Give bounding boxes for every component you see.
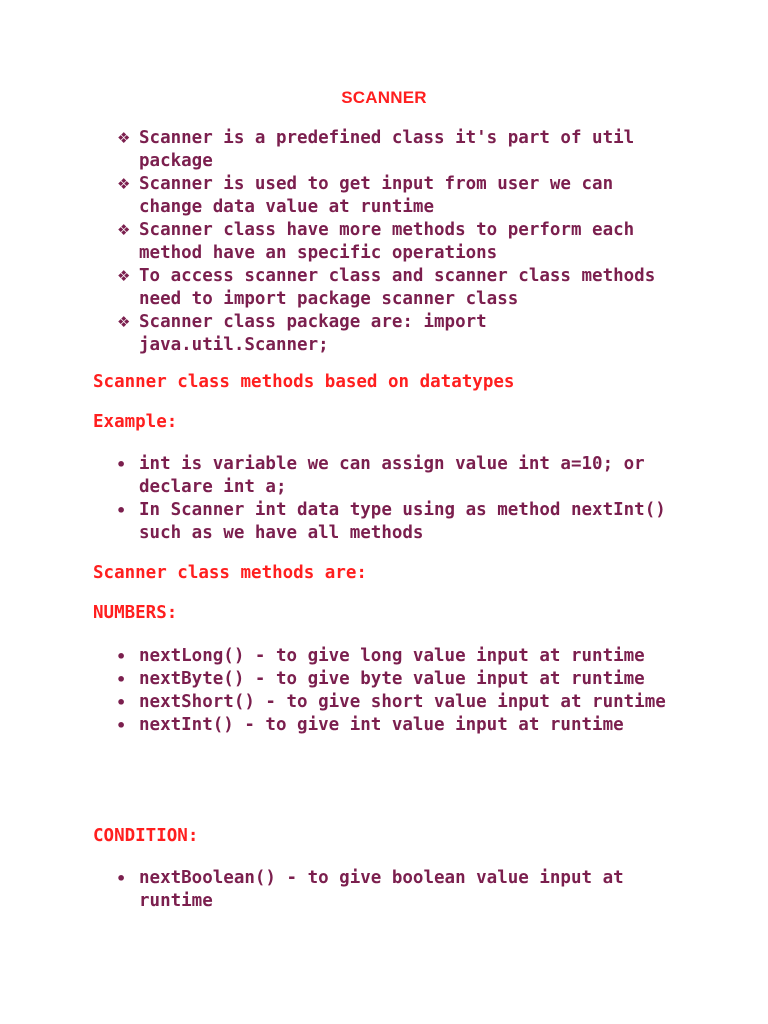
bullet-icon: • xyxy=(116,716,127,735)
bullet-icon: • xyxy=(116,455,127,474)
diamond-bullet-icon: ❖ xyxy=(117,175,131,193)
diamond-bullet-icon: ❖ xyxy=(117,221,131,239)
numbers-list xyxy=(0,645,700,737)
list-item-text: nextShort() - to give short value input at runtime xyxy=(139,692,666,712)
diamond-bullet-icon: ❖ xyxy=(117,129,131,147)
list-item xyxy=(0,668,700,691)
diamond-bullet-icon: ❖ xyxy=(117,267,131,285)
example-list xyxy=(0,453,700,545)
diamond-bullet-icon: ❖ xyxy=(117,313,131,331)
list-item xyxy=(0,311,700,357)
bullet-icon: • xyxy=(116,693,127,712)
heading-example: Example: xyxy=(93,412,178,432)
list-item xyxy=(0,645,700,668)
heading-condition: CONDITION: xyxy=(93,826,199,846)
list-item-text: nextLong() - to give long value input at runtime xyxy=(139,646,645,666)
list-item-text: Scanner class have more methods to perform each method have an specific operations xyxy=(139,220,635,263)
heading-numbers: NUMBERS: xyxy=(93,603,178,623)
list-item xyxy=(0,173,700,219)
list-item xyxy=(0,867,700,913)
page-title: SCANNER xyxy=(341,88,427,107)
list-item-text: nextByte() - to give byte value input at runtime xyxy=(139,669,645,689)
heading-datatypes: Scanner class methods based on datatypes xyxy=(93,372,515,392)
bullet-icon: • xyxy=(116,501,127,520)
intro-list xyxy=(0,127,700,357)
heading-methods: Scanner class methods are: xyxy=(93,563,367,583)
list-item xyxy=(0,691,700,714)
bullet-icon: • xyxy=(116,647,127,666)
list-item xyxy=(0,453,700,499)
list-item-text: Scanner class package are: import java.util.Scanner; xyxy=(139,312,487,355)
list-item-text: nextBoolean() - to give boolean value input at runtime xyxy=(139,868,624,911)
list-item xyxy=(0,265,700,311)
bullet-icon: • xyxy=(116,869,127,888)
list-item-text: Scanner is a predefined class it's part of util package xyxy=(139,128,635,171)
list-item-text: Scanner is used to get input from user we can change data value at runtime xyxy=(139,174,614,217)
list-item-text: To access scanner class and scanner class methods need to import package scanner class xyxy=(139,266,656,309)
list-item-text: In Scanner int data type using as method nextInt() such as we have all methods xyxy=(139,500,666,543)
condition-list xyxy=(0,867,700,913)
bullet-icon: • xyxy=(116,670,127,689)
list-item-text: nextInt() - to give int value input at runtime xyxy=(139,715,624,735)
list-item xyxy=(0,499,700,545)
list-item xyxy=(0,219,700,265)
list-item xyxy=(0,127,700,173)
list-item xyxy=(0,714,700,737)
list-item-text: int is variable we can assign value int a=10; or declare int a; xyxy=(139,454,645,497)
